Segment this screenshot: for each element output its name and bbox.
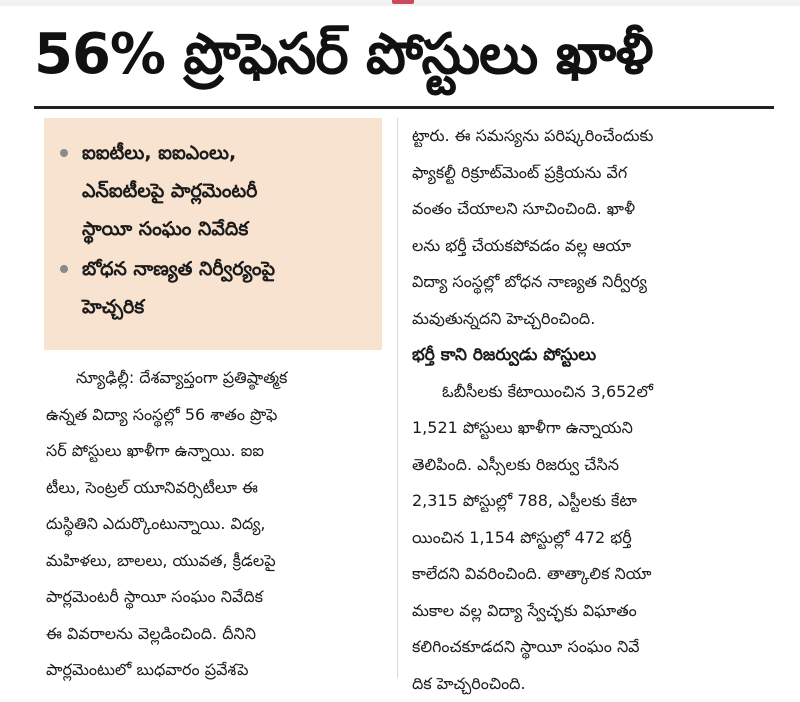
body-line: మవుతున్నదని హెచ్చరించింది. (412, 301, 758, 338)
summary-line: బోధన నాణ్యత నిర్వీర్యంపై (82, 250, 275, 288)
body-line: న్యూఢిల్లీ: దేశవ్యాప్తంగా ప్రతిష్ఠాత్మక (46, 360, 384, 397)
body-line: మహిళలు, బాలలు, యువత, క్రీడలపై (46, 543, 384, 580)
bullet-icon (60, 149, 68, 157)
body-line: ఉన్నత విద్యా సంస్థల్లో 56 శాతం ప్రొఫె (46, 397, 384, 434)
body-line: మకాల వల్ల విద్యా స్వేచ్ఛకు విఘాతం (412, 593, 758, 630)
headline: 56% ప్రొఫెసర్ పోస్టులు ఖాళీ (34, 10, 774, 100)
summary-line: హెచ్చరిక (82, 288, 144, 326)
body-line: టీలు, సెంట్రల్ యూనివర్సిటీలూ ఈ (46, 470, 384, 507)
summary-line: ఎన్ఐటీలపై పార్లమెంటరీ (82, 172, 257, 210)
body-line: 1,521 పోస్టులు ఖాళీగా ఉన్నాయని (412, 410, 758, 447)
summary-box (44, 118, 382, 350)
summary-line: ఐఐటీలు, ఐఐఎంలు, (82, 134, 236, 172)
body-column-left (46, 360, 384, 689)
body-line: ఈ వివరాలను వెల్లడించింది. దీనిని (46, 616, 384, 653)
body-line: సర్ పోస్టులు ఖాళీగా ఉన్నాయి. ఐఐ (46, 433, 384, 470)
body-line: పార్లమెంటులో బుధవారం ప్రవేశపె (46, 652, 384, 689)
summary-line: స్థాయీ సంఘం నివేదిక (82, 210, 248, 248)
body-column-right (412, 118, 758, 702)
body-line: లను భర్తీ చేయకపోవడం వల్ల ఆయా (412, 228, 758, 265)
body-line: కలిగించకూడదని స్థాయీ సంఘం నివే (412, 629, 758, 666)
body-line: దిక హెచ్చరించింది. (412, 666, 758, 702)
headline-rule (34, 106, 774, 109)
column-divider (397, 118, 398, 678)
subheading: భర్తీ కాని రిజర్వుడు పోస్టులు (412, 337, 758, 374)
body-line: దుస్థితిని ఎదుర్కొంటున్నాయి. విద్య, (46, 506, 384, 543)
body-line: 2,315 పోస్టుల్లో 788, ఎస్టీలకు కేటా (412, 483, 758, 520)
body-line: ఓబీసీలకు కేటాయించిన 3,652లో (412, 374, 758, 411)
bullet-icon (60, 265, 68, 273)
body-line: వంతం చేయాలని సూచించింది. ఖాళీ (412, 191, 758, 228)
body-line: విద్యా సంస్థల్లో బోధన నాణ్యత నిర్వీర్య (412, 264, 758, 301)
body-line: పార్లమెంటరీ స్థాయీ సంఘం నివేదిక (46, 579, 384, 616)
body-line: కాలేదని వివరించింది. తాత్కాలిక నియా (412, 556, 758, 593)
body-line: ఫ్యాకల్టీ రిక్రూట్‌మెంట్ ప్రక్రియను వేగ (412, 155, 758, 192)
body-line: తెలిపింది. ఎస్సీలకు రిజర్వు చేసిన (412, 447, 758, 484)
body-line: ట్టారు. ఈ సమస్యను పరిష్కరించేందుకు (412, 118, 758, 155)
top-accent-mark (392, 0, 414, 4)
body-line: యించిన 1,154 పోస్టుల్లో 472 భర్తీ (412, 520, 758, 557)
